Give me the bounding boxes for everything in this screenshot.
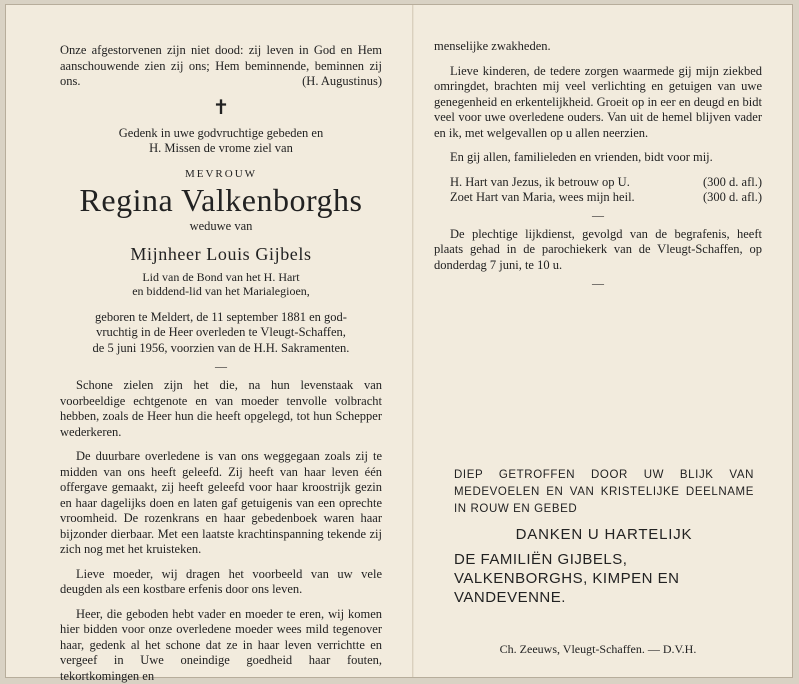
families: DE FAMILIËN GIJBELS, VALKENBORGHS, KIMPEN EN VANDEVENNE. (454, 550, 754, 607)
paragraph-prayer: Heer, die geboden hebt vader en moeder te eren, wij komen hier bidden voor onze overledene moeder wees mild tegenover haar, gedenk al het schone dat ze in haar leven verrichtte en vergeef in Uwe oneindige goedheid haar fouten, tekortkomingen en (60, 607, 382, 684)
indulgence-prayers (434, 175, 762, 205)
widow-of: weduwe van (60, 219, 382, 234)
deceased-name: Regina Valkenborghs (60, 183, 382, 217)
printer-footer: Ch. Zeeuws, Vleugt-Schaffen. — D.V.H. (434, 642, 762, 657)
divider: — (60, 360, 382, 372)
paragraph-family: En gij allen, familieleden en vrienden, bidt voor mij. (434, 150, 762, 166)
membership-2: en biddend-lid van het Marialegioen, (60, 284, 382, 299)
intro-quote (60, 43, 382, 90)
prayer-indulgence: (300 d. afl.) (703, 190, 762, 205)
birth-death-1: geboren te Meldert, de 11 september 1881 en god- (60, 310, 382, 326)
paragraph-mother: Lieve moeder, wij dragen het voorbeeld van uw vele deugden als een kostbare erfenis door ons leven. (60, 567, 382, 598)
intro-quote-text: Onze afgestorvenen zijn niet dood: zij leven in God en Hem aanschouwende zien zij ons; Hem beminnende, beminnen zij ons. (60, 43, 382, 88)
husband-name: Mijnheer Louis Gijbels (60, 244, 382, 265)
birth-death-2: vruchtig in de Heer overleden te Vleugt-Schaffen, (60, 325, 382, 341)
paragraph-souls: Schone zielen zijn het die, na hun levenstaak van voorbeeldige echtgenote en van moeder tenvolle volbracht hebben, zoals de Heer hun die heeft opgelegd, tot hun Schepper wederkeren. (60, 378, 382, 440)
thanks-text: DIEP GETROFFEN DOOR UW BLIJK VAN MEDEVOELEN EN VAN KRISTELIJKE DEELNAME IN ROUW EN GEBED (454, 467, 754, 518)
intro-author: (H. Augustinus) (302, 74, 382, 90)
paragraph-children: Lieve kinderen, de tedere zorgen waarmede gij mijn ziekbed omringdet, brachten mij veel verlichting en getuigen van uwe genegenheid en erkentelijkheid. Groeit op in eer en deugd en bidt veel voor uwe overledene ouders. Van uit de hemel blijven vader en ik, met welgevallen op u allen neerzien. (434, 64, 762, 142)
thanks-heading: DANKEN U HARTELIJK (454, 526, 754, 543)
memorial-card (5, 4, 793, 678)
prayer-row (434, 190, 762, 205)
left-page (6, 5, 412, 677)
prayer-indulgence: (300 d. afl.) (703, 175, 762, 190)
remembrance-line-2: H. Missen de vrome ziel van (60, 141, 382, 157)
birth-death-3: de 5 juni 1956, voorzien van de H.H. Sakramenten. (60, 341, 382, 357)
right-page (414, 5, 794, 677)
paragraph-departed: De duurbare overledene is van ons weggegaan zoals zij te midden van ons heeft geleefd. Zij heeft van haar leven één offergave gemaakt, zij heeft geleefd voor haar kroostrijk gezin en haar dagelijks doen en laten gaf getuigenis van een oprechte vroomheid. De rozenkrans en haar gebedenboek waren haar bijzonder dierbaar. Met een laatste krachtinspanning tekende zij zich nog met het kruisteken. (60, 449, 382, 558)
thanks-block (454, 467, 754, 607)
prayer-text: H. Hart van Jezus, ik betrouw op U. (450, 175, 630, 190)
prayer-row (434, 175, 762, 190)
continuation-line: menselijke zwakheden. (434, 39, 762, 55)
remembrance-line-1: Gedenk in uwe godvruchtige gebeden en (60, 126, 382, 142)
divider: — (434, 209, 762, 221)
paragraph-funeral: De plechtige lijkdienst, gevolgd van de begrafenis, heeft plaats gehad in de parochiekerk van de Vleugt-Schaffen, op donderdag 7 juni, te 10 u. (434, 227, 762, 274)
cross-icon: ✝ (60, 98, 382, 118)
prayer-text: Zoet Hart van Maria, wees mijn heil. (450, 190, 635, 205)
divider: — (434, 277, 762, 289)
membership-1: Lid van de Bond van het H. Hart (60, 270, 382, 285)
title-mevrouw: MEVROUW (60, 168, 382, 180)
